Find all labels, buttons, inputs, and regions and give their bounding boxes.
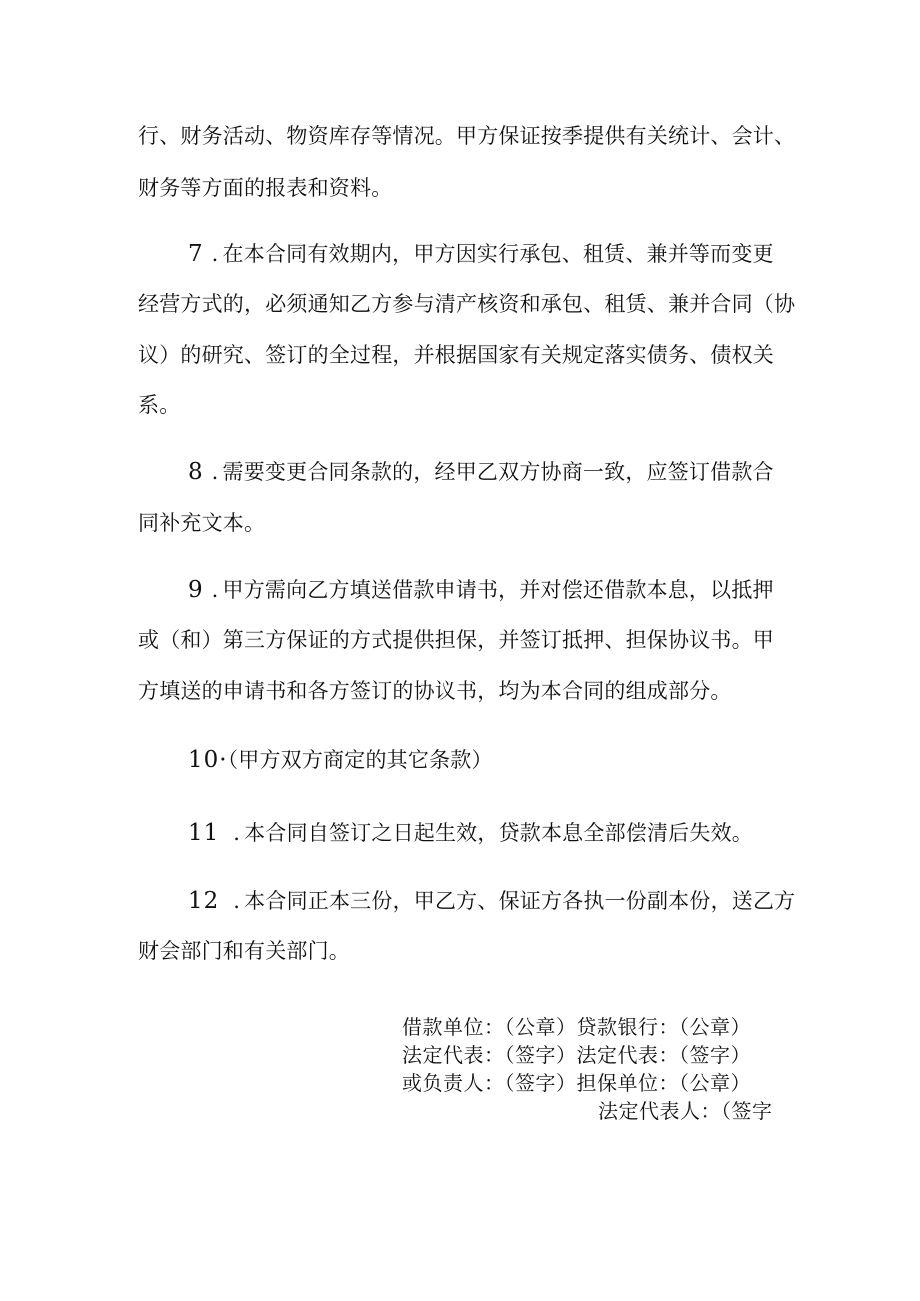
para11-line1 bbox=[188, 819, 753, 847]
para8-text: 需要变更合同条款的，经甲乙双方协商一致，应签订借款合 bbox=[222, 460, 774, 484]
para9-line1 bbox=[188, 576, 774, 604]
para9-number: 9 bbox=[188, 577, 204, 603]
para12-line1 bbox=[188, 887, 795, 915]
para9-separator: . bbox=[211, 578, 219, 602]
para7-line2: 经营方式的，必须通知乙方参与清产核资和承包、租赁、兼并合同（协 bbox=[138, 292, 796, 316]
para9-text: 甲方需向乙方填送借款申请书，并对偿还借款本息，以抵押 bbox=[222, 578, 774, 602]
para7-number: 7 bbox=[188, 241, 204, 267]
para10-number: 10· bbox=[188, 747, 228, 773]
para7-line3: 议）的研究、签订的全过程，并根据国家有关规定落实债务、债权关 bbox=[138, 343, 774, 367]
para6-line1: 行、财务活动、物资库存等情况。甲方保证按季提供有关统计、会计、 bbox=[138, 124, 796, 148]
para10-text: （甲方双方商定的其它条款） bbox=[227, 748, 493, 772]
para8-line2: 同补充文本。 bbox=[138, 511, 266, 535]
para7-text: 在本合同有效期内，甲方因实行承包、租赁、兼并等而变更 bbox=[222, 242, 774, 266]
signature-row-1: 借款单位：（公章）贷款银行：（公章） bbox=[402, 1015, 751, 1039]
para11-number: 11 bbox=[188, 820, 220, 846]
para12-separator: . bbox=[233, 889, 241, 913]
para11-text: 本合同自签订之日起生效，贷款本息全部偿清后失效。 bbox=[244, 821, 753, 845]
para11-separator: . bbox=[233, 821, 241, 845]
para8-number: 8 bbox=[188, 459, 204, 485]
signature-row-3: 或负责人：（签字）担保单位：（公章） bbox=[402, 1071, 751, 1095]
para9-line2: 或（和）第三方保证的方式提供担保，并签订抵押、担保协议书。甲 bbox=[138, 628, 774, 652]
para12-number: 12 bbox=[188, 888, 220, 914]
signature-row-4: 法定代表人：（签字 bbox=[598, 1099, 773, 1123]
para7-line1 bbox=[188, 240, 774, 268]
para10-line1 bbox=[188, 746, 493, 774]
para9-line3: 方填送的申请书和各方签订的协议书，均为本合同的组成部分。 bbox=[138, 679, 732, 703]
para7-line4: 系。 bbox=[138, 393, 181, 417]
para12-text: 本合同正本三份，甲乙方、保证方各执一份副本份，送乙方 bbox=[244, 889, 796, 913]
para12-line2: 财会部门和有关部门。 bbox=[138, 939, 350, 963]
signature-row-2: 法定代表：（签字）法定代表：（签字） bbox=[402, 1043, 751, 1067]
para7-separator: . bbox=[211, 242, 219, 266]
para8-line1 bbox=[188, 458, 774, 486]
para8-separator: . bbox=[211, 460, 219, 484]
para6-line2: 财务等方面的报表和资料。 bbox=[138, 176, 393, 200]
